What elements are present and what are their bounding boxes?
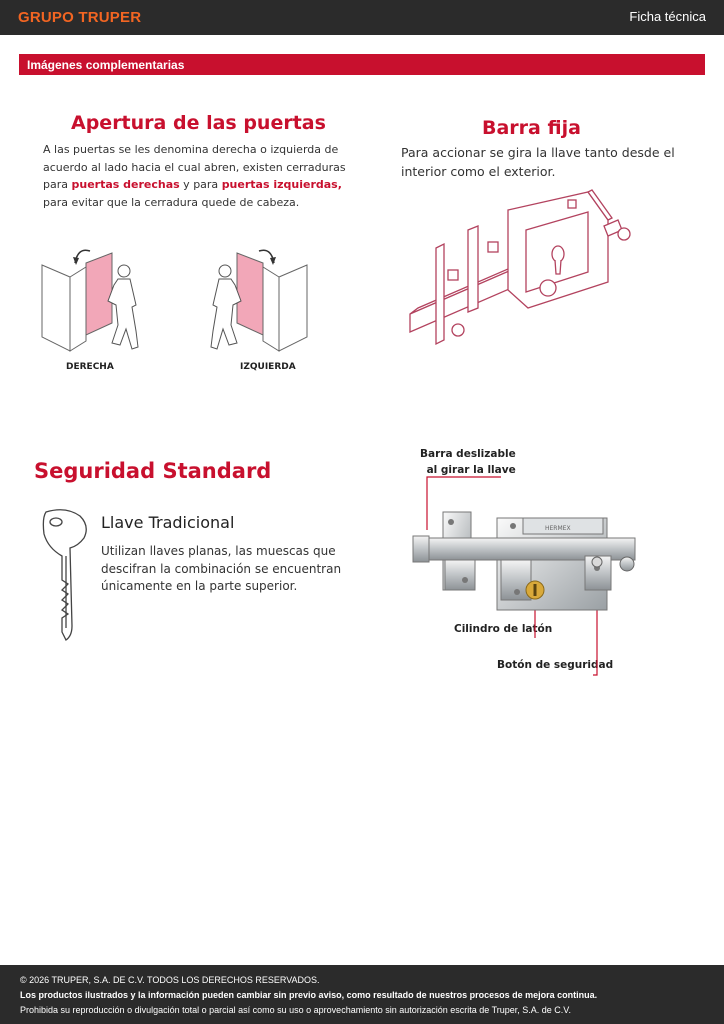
barra-text — [401, 143, 675, 181]
llave-line-1: Utilizan llaves planas, las muescas que — [101, 544, 336, 558]
barra-line-2: interior como el exterior. — [401, 164, 556, 179]
section-header — [19, 54, 705, 75]
apertura-title: Apertura de las puertas — [71, 112, 326, 134]
top-bar — [0, 0, 724, 35]
barra-title: Barra fija — [482, 117, 581, 139]
label-derecha: DERECHA — [66, 362, 114, 372]
lock-brand-text: HERMEX — [545, 525, 571, 532]
llave-text — [101, 543, 341, 596]
llave-line-2: descifran la combinación se encuentran — [101, 561, 342, 576]
footer — [0, 965, 724, 1024]
callout-barra-line-2: al girar la llave — [426, 464, 516, 476]
footer-legal: Prohibida su reproducción o divulgación total o parcial así como su uso o aprovechamiento sin autorización escrita de Truper, S.A. de C.V. — [20, 1005, 571, 1015]
apertura-line-1: A las puertas se les denomina derecha o izquierda de — [43, 143, 339, 156]
label-izquierda: IZQUIERDA — [240, 362, 296, 372]
section-title: Imágenes complementarias — [27, 58, 185, 72]
door-right-illustration — [40, 245, 150, 360]
apertura-text — [43, 141, 346, 211]
callout-boton: Botón de seguridad — [497, 659, 614, 671]
seguridad-title: Seguridad Standard — [34, 459, 272, 483]
barra-fija-drawing — [408, 190, 638, 360]
callout-cilindro: Cilindro de latón — [454, 623, 553, 635]
barra-line-1: Para accionar se gira la llave tanto desde el — [401, 145, 675, 160]
brand-logo: GRUPO TRUPER — [18, 9, 142, 26]
lock-photo — [405, 460, 645, 680]
llave-subtitle: Llave Tradicional — [101, 513, 235, 532]
footer-disclaimer: Los productos ilustrados y la información pueden cambiar sin previo aviso, como resultado de nuestros procesos de mejora continua. — [20, 990, 598, 1000]
footer-copyright: © 2026 TRUPER, S.A. DE C.V. TODOS LOS DERECHOS RESERVADOS. — [20, 975, 320, 985]
callout-barra-line-1: Barra deslizable — [420, 448, 516, 460]
puertas-derechas-highlight: puertas derechas — [71, 178, 180, 191]
apertura-line-2: acuerdo al lado hacia el cual abren, existen cerraduras — [43, 160, 346, 174]
puertas-izquierdas-highlight: puertas izquierdas, — [221, 178, 342, 191]
door-left-illustration — [203, 245, 313, 360]
key-icon — [40, 508, 92, 643]
apertura-line-3-mid: y para — [179, 178, 222, 191]
apertura-line-3-pre: para — [43, 178, 72, 191]
llave-line-3: únicamente en la parte superior. — [101, 579, 298, 593]
apertura-line-4: para evitar que la cerradura quede de cabeza. — [43, 195, 300, 209]
document-type: Ficha técnica — [629, 9, 706, 24]
